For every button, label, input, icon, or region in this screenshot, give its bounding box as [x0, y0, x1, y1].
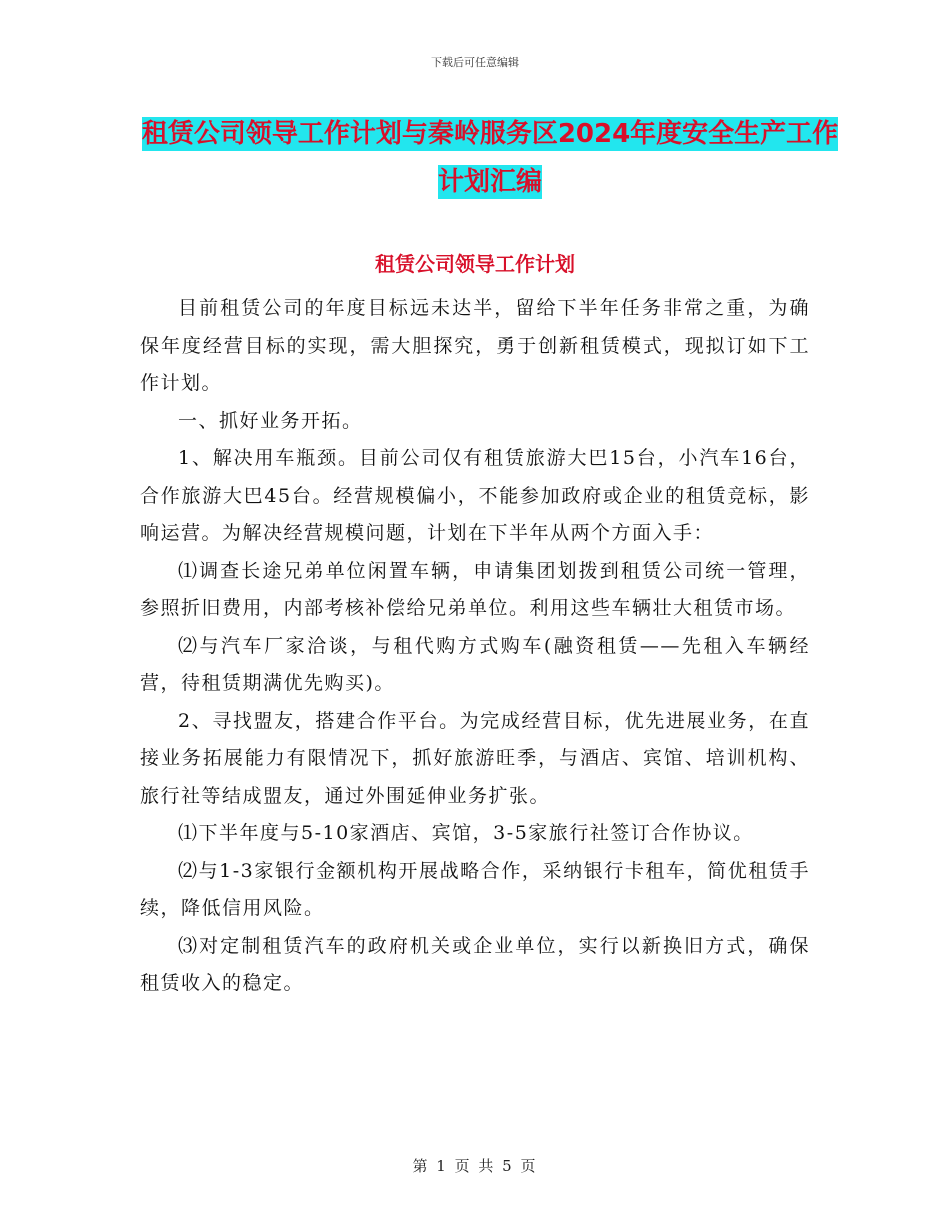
header-note: 下载后可任意编辑	[431, 56, 519, 69]
paragraph: 2、寻找盟友，搭建合作平台。为完成经营目标，优先进展业务，在直接业务拓展能力有限情况下，抓好旅游旺季，与酒店、宾馆、培训机构、旅行社等结成盟友，通过外围延伸业务扩张。	[140, 709, 810, 807]
paragraph: 1、解决用车瓶颈。目前公司仅有租赁旅游大巴15台，小汽车16台，合作旅游大巴45台。经营规模偏小，不能参加政府或企业的租赁竞标，影响运营。为解决经营规模问题，计划在下半年从两个方面入手：	[140, 447, 810, 544]
paragraph: ⑴调查长途兄弟单位闲置车辆，申请集团划拨到租赁公司统一管理，参照折旧费用，内部考核补偿给兄弟单位。利用这些车辆壮大租赁市场。	[140, 559, 810, 619]
paragraph: ⑵与1-3家银行金额机构开展战略合作，采纳银行卡租车，简优租赁手续，降低信用风险。	[140, 859, 810, 919]
paragraph: 一、抓好业务开拓。	[178, 409, 363, 432]
paragraph: ⑴下半年度与5-10家酒店、宾馆，3-5家旅行社签订合作协议。	[178, 822, 754, 844]
paragraph: ⑶对定制租赁汽车的政府机关或企业单位，实行以新换旧方式，确保租赁收入的稳定。	[140, 934, 810, 994]
document-title	[140, 110, 840, 206]
page-footer: 第 1 页 共 5 页	[412, 1157, 538, 1175]
document-title-text: 租赁公司领导工作计划与秦岭服务区2024年度安全生产工作计划汇编	[141, 119, 839, 197]
paragraph: ⑵与汽车厂家洽谈，与租代购方式购车(融资租赁——先租入车辆经营，待租赁期满优先购买)。	[140, 634, 810, 694]
body-text	[140, 290, 810, 1003]
section-title: 租赁公司领导工作计划	[375, 252, 575, 276]
paragraph: 目前租赁公司的年度目标远未达半，留给下半年任务非常之重，为确保年度经营目标的实现，需大胆探究，勇于创新租赁模式，现拟订如下工作计划。	[140, 297, 810, 394]
